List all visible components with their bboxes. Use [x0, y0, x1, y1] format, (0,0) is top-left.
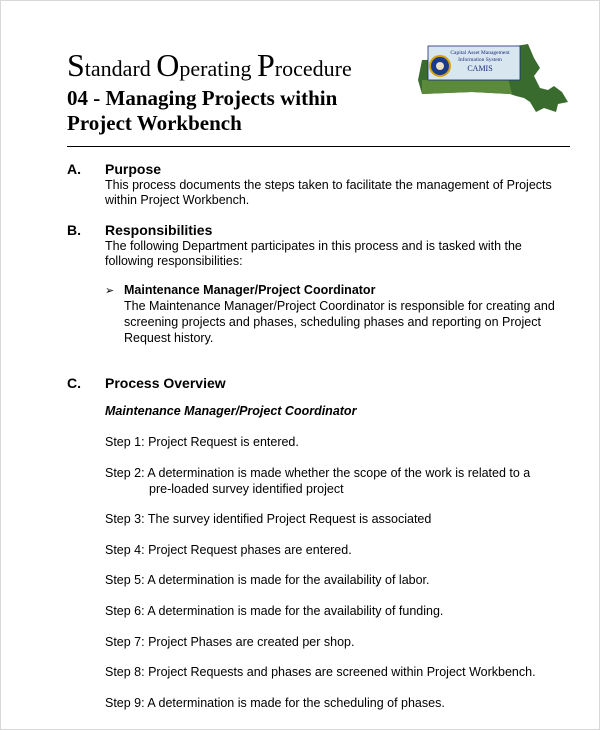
step-6: Step 6: A determination is made for the availability of funding. — [105, 604, 444, 618]
document-title — [67, 48, 352, 136]
step-2: Step 2: A determination is made whether the scope of the work is related to a pre-loaded survey identified project — [105, 466, 531, 496]
responsibilities-text: The following Department participates in this process and is tasked with the following responsibilities: — [105, 239, 522, 268]
svg-text:Information System: Information System — [458, 57, 502, 63]
title-main: Standard Operating Procedure — [67, 47, 352, 83]
section-a-letter: A. — [67, 161, 81, 177]
bullet-arrow-icon: ➢ — [105, 285, 115, 297]
title-subtitle-line2: Project Workbench — [67, 111, 242, 135]
section-b-letter: B. — [67, 222, 81, 238]
process-role-heading: Maintenance Manager/Project Coordinator — [105, 404, 357, 418]
responsibility-role: Maintenance Manager/Project Coordinator — [124, 283, 376, 297]
svg-text:Capital Asset Management: Capital Asset Management — [450, 50, 510, 56]
section-a-title: Purpose — [105, 161, 162, 177]
responsibility-item: Maintenance Manager/Project Coordinator The Maintenance Manager/Project Coordinator is responsible for creating and screening projects and phases, scheduling phases and reporting on Project Request history. — [124, 282, 574, 346]
section-b-title: Responsibilities — [105, 222, 213, 238]
section-c-title: Process Overview — [105, 375, 226, 391]
camis-logo — [412, 40, 572, 135]
step-4: Step 4: Project Request phases are entered. — [105, 543, 352, 557]
section-c-letter: C. — [67, 375, 81, 391]
step-9: Step 9: A determination is made for the scheduling of phases. — [105, 696, 445, 710]
step-7: Step 7: Project Phases are created per shop. — [105, 635, 355, 649]
title-subtitle-line1: 04 - Managing Projects within — [67, 86, 338, 110]
header-rule — [67, 146, 570, 147]
step-1: Step 1: Project Request is entered. — [105, 435, 299, 449]
svg-text:CAMIS: CAMIS — [467, 64, 493, 73]
step-8: Step 8: Project Requests and phases are screened within Project Workbench. — [105, 665, 536, 679]
purpose-text: This process documents the steps taken to facilitate the management of Projects within Project Workbench. — [105, 178, 552, 207]
step-5: Step 5: A determination is made for the availability of labor. — [105, 573, 430, 587]
step-3: Step 3: The survey identified Project Request is associated — [105, 512, 432, 526]
